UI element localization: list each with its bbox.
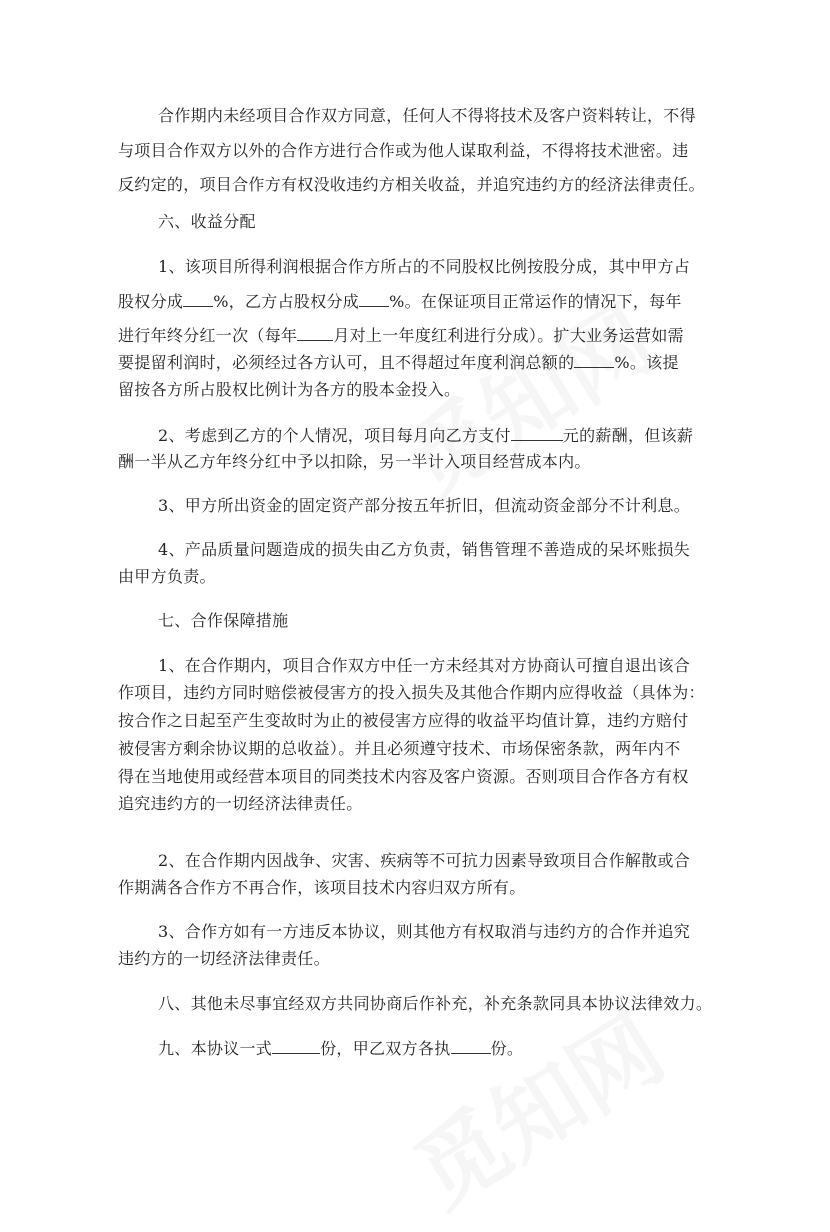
s6-item4-line-2: 由甲方负责。: [118, 567, 216, 586]
para1-line-1: 合作期内未经项目合作双方同意，任何人不得将技术及客户资料转让，不得: [158, 106, 696, 125]
blank-field: [297, 325, 333, 341]
s7-item1-line-1: 1、在合作期内，项目合作双方中任一方未经其对方协商认可擅自退出该合: [158, 656, 691, 675]
blank-field: [511, 425, 563, 441]
blank-field: [451, 1038, 491, 1054]
s7-item1-line-2: 作项目，违约方同时赔偿被侵害方的投入损失及其他合作期内应得收益（具体为：: [118, 683, 705, 702]
s7-item2-line-2: 作期满各合作方不再合作，该项目技术内容归双方所有。: [118, 878, 526, 897]
para1-line-2: 与项目合作双方以外的合作方进行合作或为他人谋取利益，不得将技术泄密。违: [118, 141, 689, 160]
s7-item1-line-5: 得在当地使用或经营本项目的同类技术内容及客户资源。否则项目合作各方有权: [118, 767, 689, 786]
s6-item2-line-2: 酬一半从乙方年终分红中予以扣除，另一半计入项目经营成本内。: [118, 452, 591, 471]
blank-field: [359, 291, 389, 307]
s6-item1-line-5: 留按各方所占股权比例计为各方的股本金投入。: [118, 380, 461, 399]
section-7-heading: 七、合作保障措施: [158, 611, 289, 630]
section-8-line: 八、其他未尽事宜经双方共同协商后作补充，补充条款同具本协议法律效力。: [158, 994, 713, 1013]
s7-item3-line-2: 违约方的一切经济法律责任。: [118, 949, 330, 968]
section-6-heading: 六、收益分配: [158, 212, 256, 231]
s7-item1-line-3: 按合作之日起至产生变故时为止的被侵害方应得的收益平均值计算，违约方赔付: [118, 711, 689, 730]
s7-item1-line-4: 被侵害方剩余协议期的总收益）。并且必须遵守技术、市场保密条款，两年内不: [118, 739, 681, 758]
watermark: [386, 978, 684, 1231]
s6-item1-line-1: 1、该项目所得利润根据合作方所占的不同股权比例按股分成，其中甲方占: [158, 257, 691, 276]
blank-field: [183, 291, 213, 307]
blank-field: [574, 352, 614, 368]
s6-item3-line-1: 3、甲方所出资金的固定资产部分按五年折旧，但流动资金部分不计利息。: [158, 496, 691, 515]
s7-item3-line-1: 3、合作方如有一方违反本协议，则其他方有权取消与违约方的合作并追究: [158, 922, 691, 941]
s6-item1-line-3: 进行年终分红一次（每年 月对上一年度红利进行分成）。扩大业务运营如需: [118, 326, 684, 345]
s7-item2-line-1: 2、在合作期内因战争、灾害、疾病等不可抗力因素导致项目合作解散或合: [158, 851, 691, 870]
s7-item1-line-6: 追究违约方的一切经济法律责任。: [118, 794, 363, 813]
s6-item2-line-1: 2、考虑到乙方的个人情况，项目每月向乙方支付 元的薪酬，但该薪: [158, 426, 694, 445]
s6-item4-line-1: 4、产品质量问题造成的损失由乙方负责，销售管理不善造成的呆坏账损失: [158, 540, 691, 559]
section-9-line: 九、本协议一式 份，甲乙双方各执 份。: [158, 1039, 524, 1058]
para1-line-3: 反约定的，项目合作方有权没收违约方相关收益，并追究违约方的经济法律责任。: [118, 175, 705, 194]
s6-item1-line-4: 要提留利润时，必须经过各方认可，且不得超过年度利润总额的 %。该提: [118, 353, 679, 372]
s6-item1-line-2: 股权分成 %，乙方占股权分成 %。在保证项目正常运作的情况下，每年: [118, 292, 682, 311]
blank-field: [272, 1038, 320, 1054]
